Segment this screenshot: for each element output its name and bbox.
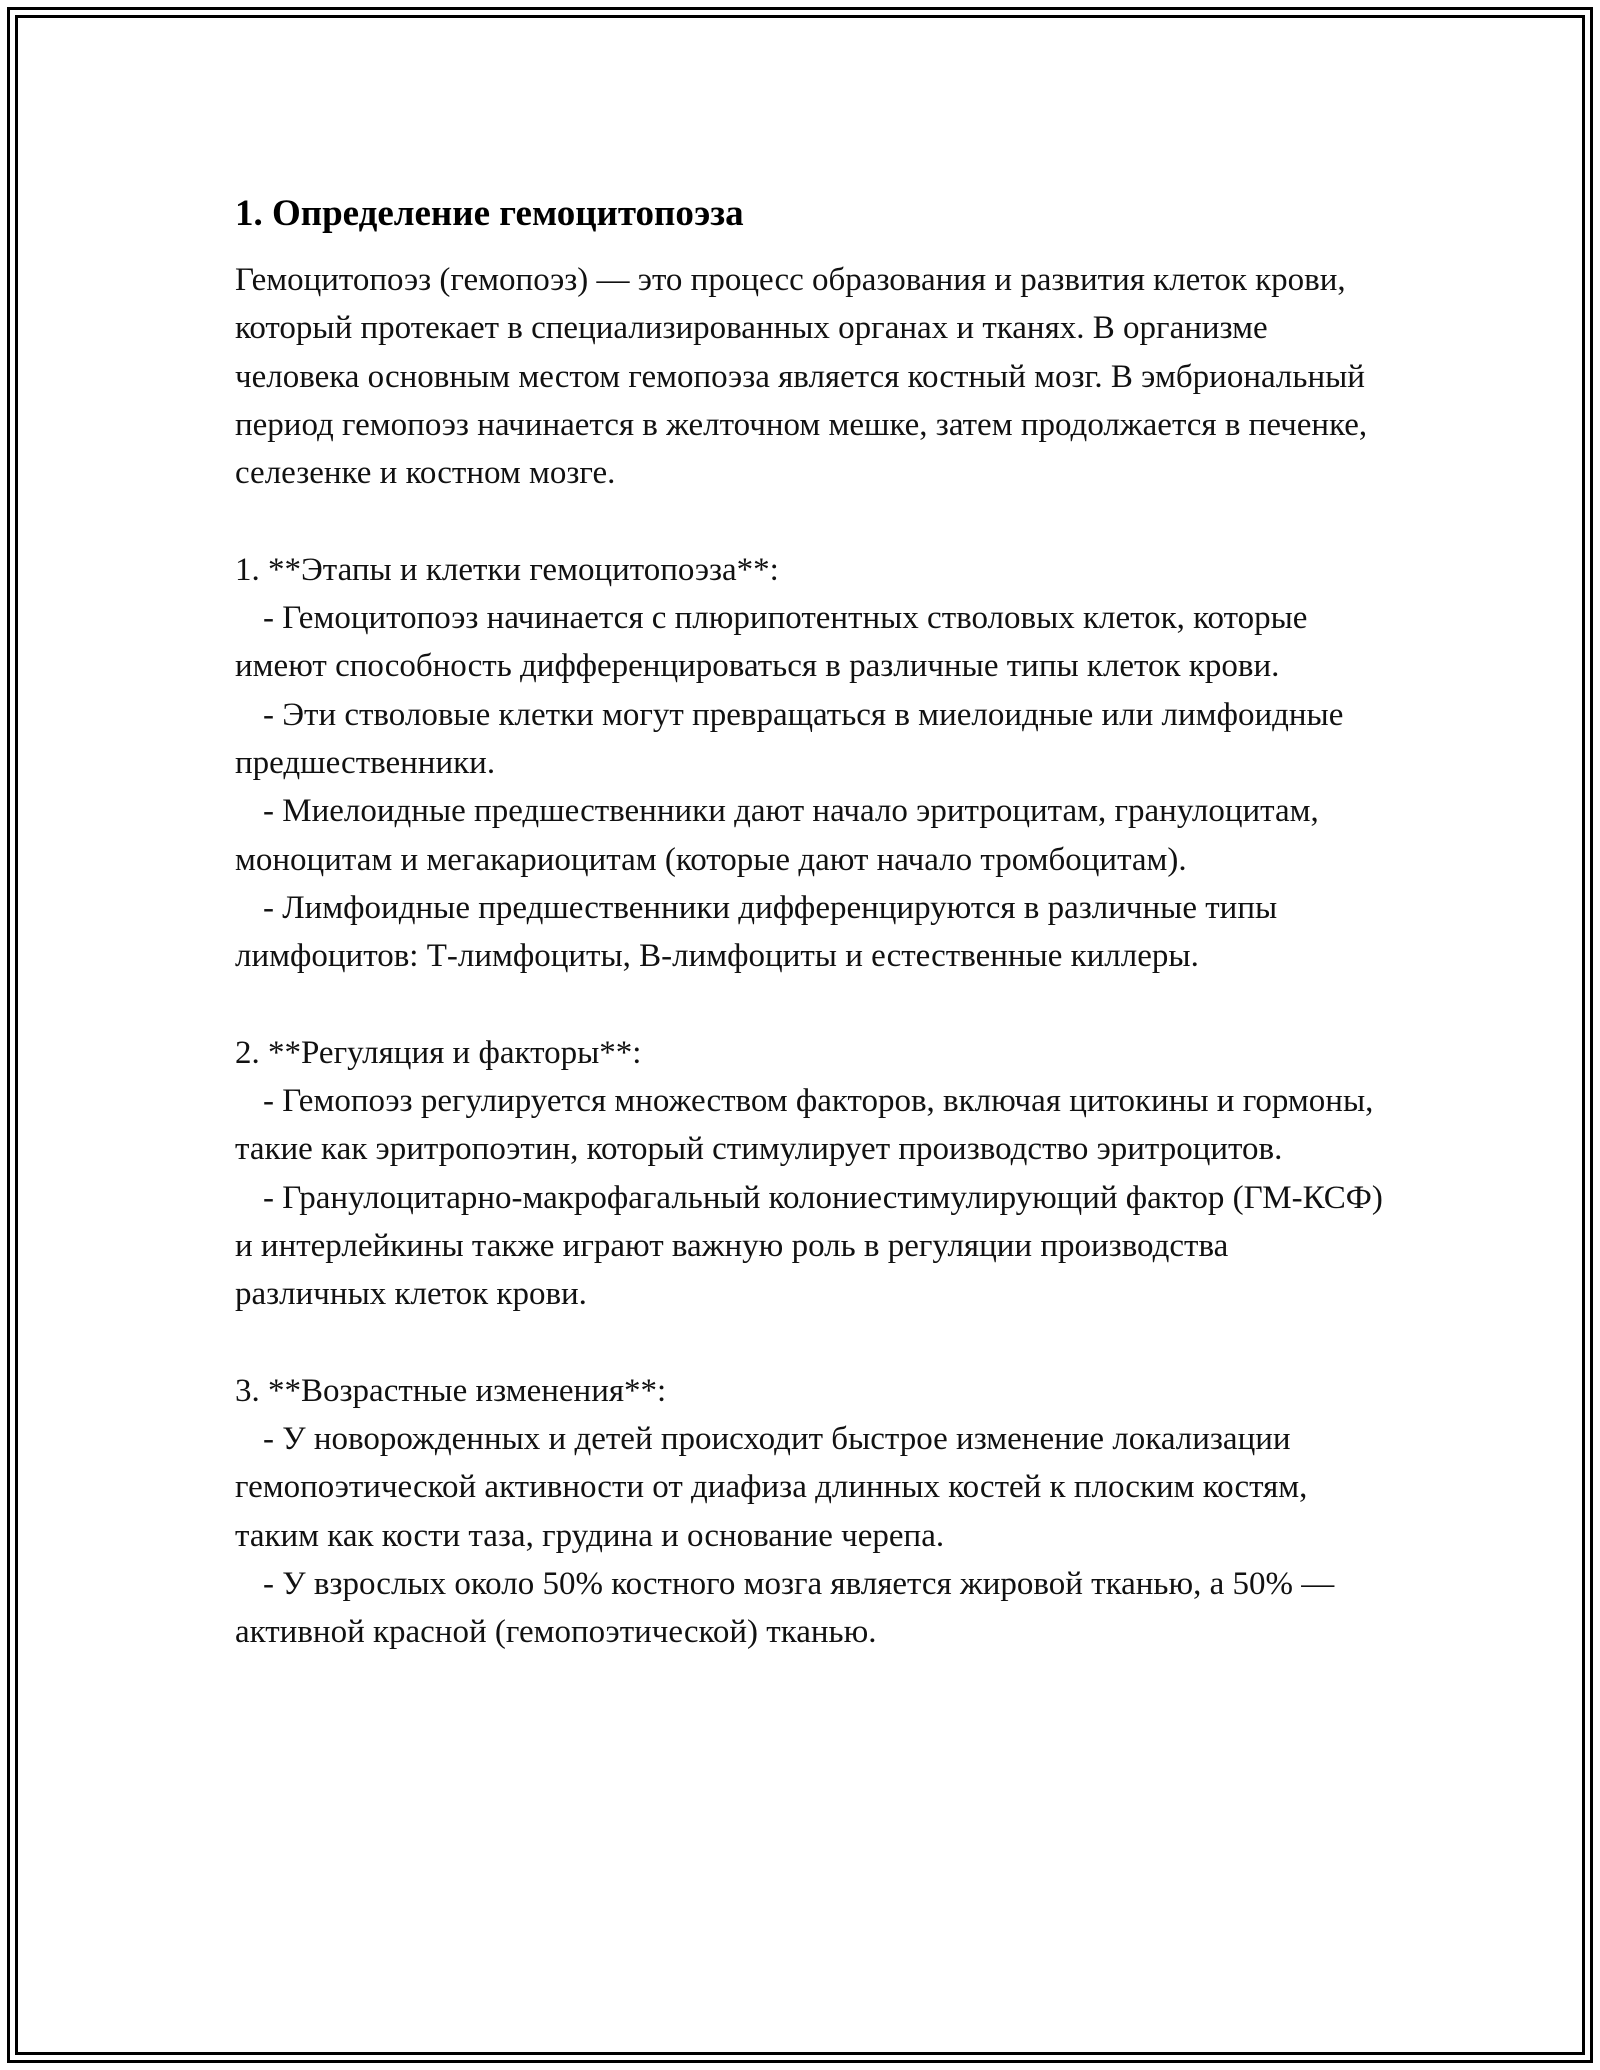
intro-paragraph: Гемоцитопоэз (гемопоэз) — это процесс образования и развития клеток крови, который протекает в специализированных органах и тканях. В организме человека основным местом гемопоэза является костный мозг. В эмбриональный период гемопоэз начинается в желточном мешке, затем продолжается в печенке, селезенке и костном мозге.: [235, 262, 1368, 492]
section-title: 3. **Возрастные изменения**:: [235, 1372, 667, 1409]
section-bullet: - У новорожденных и детей происходит быстрое изменение локализации гемопоэтической активности от диафиза длинных костей к плоским костям, таким как кости таза, грудина и основание черепа.: [235, 1421, 1308, 1554]
section-title: 2. **Регуляция и факторы**:: [235, 1034, 642, 1071]
section-stages: [235, 546, 1385, 981]
section-regulation: [235, 1029, 1385, 1319]
section-title: 1. **Этапы и клетки гемоцитопоэза**:: [235, 551, 779, 588]
section-bullet: - Эти стволовые клетки могут превращаться в миелоидные или лимфоидные предшественники.: [235, 696, 1344, 781]
section-age-changes: [235, 1367, 1385, 1657]
section-bullet: - Лимфоидные предшественники дифференцируются в различные типы лимфоцитов: Т-лимфоциты, В-лимфоциты и естественные киллеры.: [235, 889, 1278, 975]
section-bullet: - Гемоцитопоэз начинается с плюрипотентных стволовых клеток, которые имеют способность дифференцироваться в различные типы клеток крови.: [235, 600, 1308, 685]
document-body: [235, 186, 1385, 1657]
document-heading: 1. Определение гемоцитопоэза: [235, 193, 744, 234]
section-bullet: - У взрослых около 50% костного мозга является жировой тканью, а 50% — активной красной (гемопоэтической) тканью.: [235, 1566, 1335, 1651]
section-bullet: - Миелоидные предшественники дают начало эритроцитам, гранулоцитам, моноцитам и мегакариоцитам (которые дают начало тромбоцитам).: [235, 793, 1319, 878]
section-bullet: - Гемопоэз регулируется множеством факторов, включая цитокины и гормоны, такие как эритропоэтин, который стимулирует производство эритроцитов.: [235, 1083, 1374, 1168]
section-bullet: - Гранулоцитарно-макрофагальный колониестимулирующий фактор (ГМ-КСФ) и интерлейкины также играют важную роль в регуляции производства различных клеток крови.: [235, 1179, 1383, 1313]
